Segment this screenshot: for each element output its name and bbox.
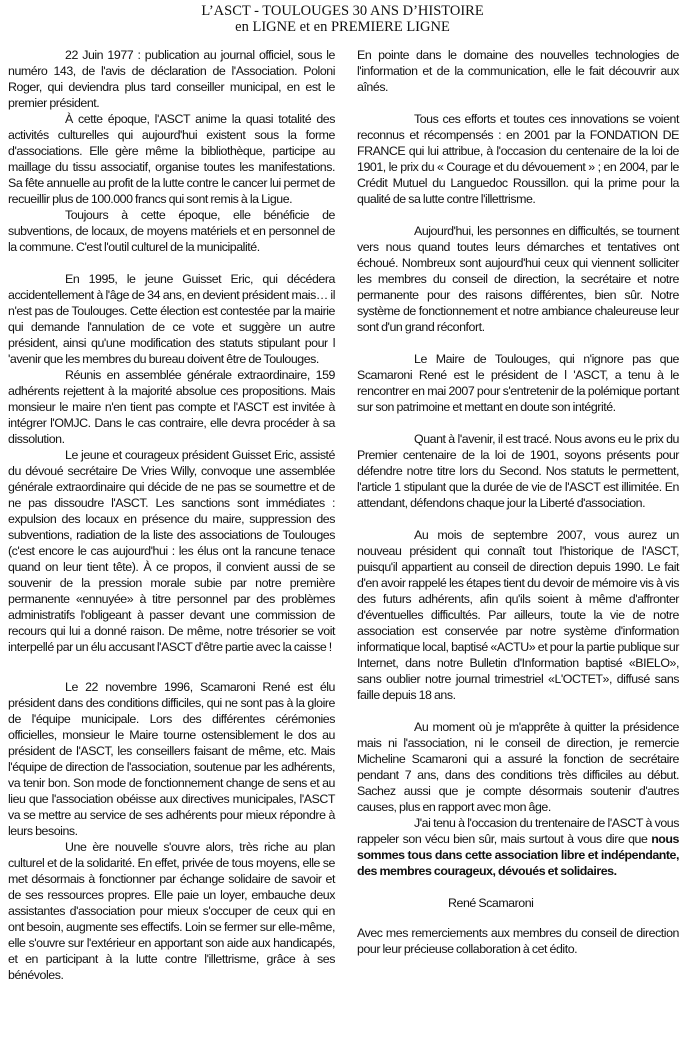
paragraph-1995-election: En 1995, le jeune Guisset Eric, qui décédera accidentellement à l'âge de 34 ans, en devient président mais… il n'est pas de Toulouges. Cette élection est contestée par la mairie qui demande l'annulation de ce vote et suggère un autre président, ainsi qu'une modification des statuts stipulant pour l 'avenir que les membres du bureau doivent être de Toulouges. bbox=[8, 272, 335, 366]
acknowledgement: Avec mes remerciements aux membres du conseil de direction pour leur précieuse collaboration à cet édito. bbox=[357, 926, 679, 956]
paragraph-today: Aujourd'hui, les personnes en difficultés, se tournent vers nous quand toutes leurs démarches et tentatives ont échoué. Nombreux sont aujourd'hui ceux qui viennent solliciter les membres du conseil de direction, la secrétaire et notre permanente pour des raisons différentes, bien sûr. Notre système de fonctionnement et notre ambiance chaleureuse leur sont d'un grand réconfort. bbox=[357, 224, 679, 334]
title-line-2: en LIGNE et en PREMIERE LIGNE bbox=[235, 19, 450, 35]
paragraph-awards: Tous ces efforts et toutes ces innovations se voient reconnus et récompensés : en 2001 par la FONDATION DE FRANCE qui lui attribue, à l'occasion du centenaire de la loi de 1901, le prix du « Courage et du dévouement » ; en 2004, par le Crédit Mutuel du Languedoc Roussillon. qui la prime pour la qualité de sa lutte contre l'illettrisme. bbox=[357, 112, 679, 206]
left-column bbox=[8, 41, 335, 983]
closing-intro: J'ai tenu à l'occasion du trentenaire de l'ASCT à vous rappeler son vécu bien sûr, mais surtout à vous dire que bbox=[357, 816, 679, 846]
right-column bbox=[357, 41, 679, 983]
paragraph-municipal-support: Toujours à cette époque, elle bénéficie de subventions, de locaux, de moyens matériels et en personnel de la commune. C'est l'outil culturel de la municipalité. bbox=[8, 208, 335, 254]
paragraph-mayor-meeting: Le Maire de Toulouges, qui n'ignore pas que Scamaroni René est le président de l 'ASCT, a tenu à le rencontrer en mai 2007 pour s'entretenir de la polémique portant sur son patrimoine et mettant en doute son intégrité. bbox=[357, 352, 679, 414]
paragraph-new-technologies: En pointe dans le domaine des nouvelles technologies de l'information et de la communication, elle le fait découvrir aux aînés. bbox=[357, 48, 679, 94]
signature: René Scamaroni bbox=[448, 896, 534, 910]
article-title bbox=[0, 0, 685, 35]
closing-emphasis: nous sommes tous dans cette association libre et indépendante, des membres courageux, dévoués et solidaires. bbox=[357, 832, 679, 878]
paragraph-new-era: Une ère nouvelle s'ouvre alors, très riche au plan culturel et de la solidarité. En effet, privée de tous moyens, elle se met désormais à fonctionner par échange solidaire de savoir et de ses ressources propres. Elle paie un loyer, embauche deux assistantes d'association pour mieux s'occuper de ceux qui en ont besoin, augmente ses effectifs. Loin se fermer sur elle-même, elle s'ouvre sur l'extérieur en apportant son aide aux handicapés, et en participant à la lutte contre l'illettrisme, grâce à ses bénévoles. bbox=[8, 840, 335, 982]
paragraph-thanks: Au moment où je m'apprête à quitter la présidence mais ni l'association, ni le conseil de direction, je remercie Micheline Scamaroni qui a assuré la fonction de secrétaire pendant 7 ans, dans des conditions très difficiles au début. Sachez aussi que je compte désormais soutenir d'autres causes, plus en rapport avec mon âge. bbox=[357, 720, 679, 814]
title-line-1: L’ASCT - TOULOUGES 30 ANS D’HISTOIRE bbox=[201, 3, 484, 19]
article-body bbox=[0, 35, 685, 983]
paragraph-1996-election: Le 22 novembre 1996, Scamaroni René est élu président dans des conditions difficiles, qui ne sont pas à la gloire de l'équipe municipale. Lors des différentes cérémonies officielles, monsieur le Maire tourne ostensiblement le dos au président de l'ASCT, les conseillers faisant de même, etc. Mais l'équipe de direction de l'association, soutenue par les adhérents, va tenir bon. Son mode de fonctionnement change de sens et au lieu que l'association obéisse aux directives municipales, l'ASCT va se mettre au service de ses adhérents pour mieux répondre à leurs besoins. bbox=[8, 680, 335, 838]
paragraph-future: Quant à l'avenir, il est tracé. Nous avons eu le prix du Premier centenaire de la loi de 1901, soyons présents pour défendre notre titre lors du Second. Nos statuts le permettent, l'article 1 stipulant que la durée de vie de l'ASCT est illimitée. En attendant, défendons chaque jour la Liberté d'association. bbox=[357, 432, 679, 510]
paragraph-cultural-activities: À cette époque, l'ASCT anime la quasi totalité des activités culturelles qui aujourd'hui existent sous la forme d'associations. Elle gère même la bibliothèque, participe au maillage du tissu associatif, organise toutes les manifestations. Sa fête annuelle au profit de la lutte contre le cancer lui permet de recueillir plus de 100.000 francs qui sont remis à la Ligue. bbox=[8, 112, 335, 206]
paragraph-closing bbox=[357, 815, 679, 879]
paragraph-general-assembly: Réunis en assemblée générale extraordinaire, 159 adhérents rejettent à la majorité absolue ces propositions. Mais monsieur le maire n'en tient pas compte et l'ASCT est invitée à intégrer l'OMJC. Dans le cas contraire, elle devra procéder à sa dissolution. bbox=[8, 368, 335, 446]
paragraph-sanctions: Le jeune et courageux président Guisset Eric, assisté du dévoué secrétaire De Vries Willy, convoque une assemblée générale extraordinaire qui décide de ne pas se soumettre et de ne pas dissoudre l'ASCT. Les sanctions sont immédiates : expulsion des locaux en présence du maire, suppression des subventions, radiation de la liste des associations de Toulouges (c'est encore le cas aujourd'hui : les élus ont la rancune tenace quand on leur tient tête). À ce propos, il convient aussi de se souvenir de la pression morale subie par notre première permanente «ennuyée» à titre personnel par des problèmes administratifs l'obligeant à passer devant une commission de recours qui lui a donné raison. De même, notre trésorier se voit interpellé par un élu accusant l'ASCT d'être partie avec la caisse ! bbox=[8, 448, 335, 654]
paragraph-founding: 22 Juin 1977 : publication au journal officiel, sous le numéro 143, de l'avis de déclaration de l'Association. Poloni Roger, qui deviendra plus tard conseiller municipal, en est le premier président. bbox=[8, 48, 335, 110]
paragraph-new-president: Au mois de septembre 2007, vous aurez un nouveau président qui connaît tout l'historique de l'ASCT, puisqu'il appartient au conseil de direction depuis 1990. Le fait d'en avoir rappelé les étapes tient du devoir de mémoire vis à vis des futurs adhérents, afin qu'ils soient à même d'affronter d'éventuelles difficultés. Par ailleurs, toute la vie de notre association est conservée par notre système d'information informatique local, baptisé «ACTU» et pour la partie publique sur Internet, dans notre Bulletin d'Information baptisé «BIELO», sans oublier notre journal trimestriel «L'OCTET», diffusé sans faille depuis 18 ans. bbox=[357, 528, 679, 702]
